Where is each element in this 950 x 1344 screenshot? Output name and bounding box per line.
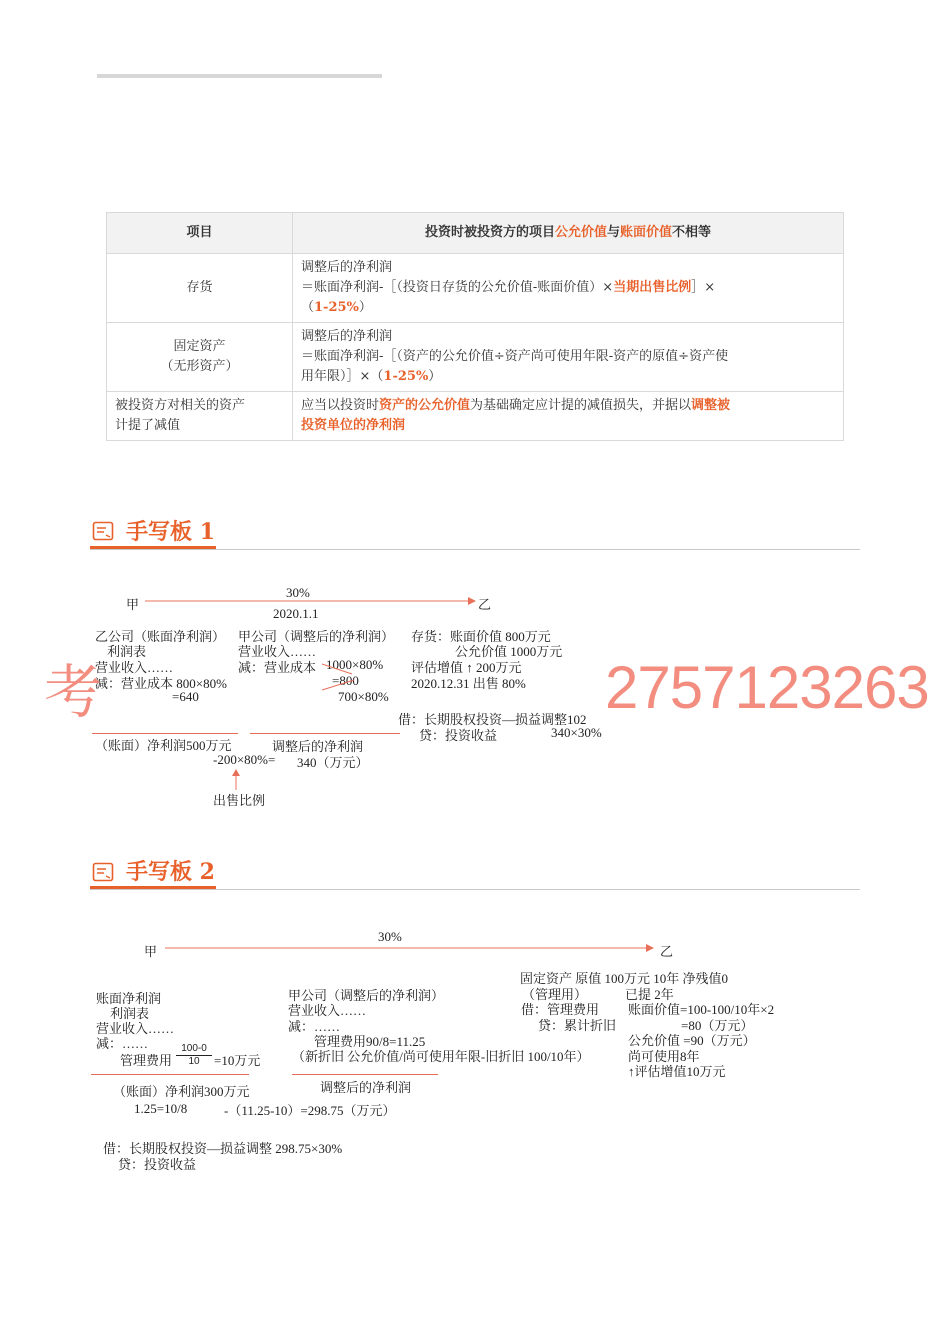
row-item: 固定资产 （无形资产） [107, 323, 293, 392]
table-row [107, 254, 844, 323]
hw-text: 评估增值 ↑ 200万元 [411, 660, 522, 675]
hw-text: （管理用） [522, 987, 588, 1002]
hw-text: 营业收入…… [96, 1021, 175, 1036]
hw-text: 营业收入…… [238, 644, 317, 659]
hw-text: 减：…… [288, 1019, 341, 1034]
row-formula: 调整后的净利润 ＝账面净利润-［（资产的公允价值÷资产尚可使用年限-资产的原值÷资产使 用年限）］×（1-25%） [293, 323, 844, 392]
jia-label: 甲 [144, 944, 158, 959]
hw-text: 已提 2年 [625, 987, 674, 1002]
hw-text: 贷：投资收益 [419, 728, 498, 743]
divider-line [292, 1074, 438, 1075]
hw-text: 减：营业成本 800×80% [95, 676, 227, 691]
watermark-left: 考 [44, 660, 103, 725]
hw-text: 营业收入…… [288, 1003, 367, 1018]
hw-text: 贷：累计折旧 [538, 1018, 617, 1033]
row-formula: 调整后的净利润 ＝账面净利润-［（投资日存货的公允价值-账面价值）×当期出售比例］× （1-25%） [293, 254, 844, 323]
hw-text: （新折旧 公允价值/尚可使用年限-旧折旧 100/10年） [292, 1049, 590, 1064]
board2-title: 手写板 2 [126, 859, 215, 885]
hw-text: -200×80%= [213, 752, 276, 767]
hw-text: 甲公司（调整后的净利润） [288, 988, 445, 1003]
hw-text: 贷：投资收益 [118, 1157, 197, 1172]
divider-line [92, 733, 238, 734]
divider-line [91, 1074, 249, 1075]
board1-rule [90, 549, 860, 550]
stake-percent: 30% [286, 585, 310, 600]
row-formula: 应当以投资时资产的公允价值为基础确定应计提的减值损失，并据以调整被 投资单位的净利润 [293, 392, 844, 441]
hw-text: 账面价值=100-100/10年×2 [628, 1002, 775, 1017]
hw-text: 乙公司（账面净利润） [95, 629, 226, 644]
hw-text: 340（万元） [297, 755, 369, 770]
hw-text: 管理费用90/8=11.25 [314, 1034, 426, 1049]
hw-text: 借：管理费用 [521, 1002, 600, 1017]
hw-text: 账面净利润 [96, 991, 162, 1006]
hw-text: 减：…… [96, 1036, 149, 1051]
ratio-arrow [230, 768, 242, 792]
comparison-table [106, 212, 844, 441]
hw-text: 1000×80% [326, 657, 384, 672]
hw-text: =10万元 [214, 1053, 261, 1068]
hw-text: 尚可使用8年 [628, 1049, 700, 1064]
row-item: 被投资方对相关的资产 计提了减值 [107, 392, 293, 441]
header-item: 项目 [107, 213, 293, 254]
hw-text: 1.25=10/8 [134, 1101, 188, 1116]
strike-marks [318, 660, 358, 694]
stake-percent: 30% [378, 929, 402, 944]
row-item: 存货 [107, 254, 293, 323]
board1-title: 手写板 1 [126, 519, 215, 545]
hw-text: （账面）净利润500万元 [95, 738, 232, 753]
hw-text: 利润表 [110, 1006, 150, 1021]
hw-text: 存货：账面价值 800万元 [411, 629, 551, 644]
hw-text: =80（万元） [681, 1018, 754, 1033]
board2-arrow [160, 940, 660, 956]
hw-text: 700×80% [338, 689, 389, 704]
hw-text: 借：长期股权投资—损益调整102 [398, 712, 587, 727]
depreciation-fraction: 100-0 10 [176, 1043, 212, 1068]
table-header-row [107, 213, 844, 254]
hw-text: 减：营业成本 [238, 660, 317, 675]
hw-text: 2020.12.31 出售 80% [411, 676, 526, 691]
yi-label: 乙 [478, 597, 492, 612]
hw-text: 公允价值 1000万元 [455, 644, 563, 659]
hw-text: 利润表 [107, 644, 147, 659]
hw-text: 营业收入…… [95, 660, 174, 675]
table-row [107, 323, 844, 392]
hw-text: 管理费用 [120, 1053, 173, 1068]
hw-text: 借：长期股权投资—损益调整 298.75×30% [103, 1141, 343, 1156]
hw-text: =800 [332, 673, 359, 688]
header-smudge [97, 72, 382, 80]
hw-text: ↑评估增值10万元 [628, 1064, 726, 1079]
header-description: 投资时被投资方的项目公允价值与账面价值不相等 [293, 213, 844, 254]
table-row [107, 392, 844, 441]
notepad-icon [92, 520, 114, 542]
board2-rule [90, 889, 860, 890]
hw-text: =640 [172, 689, 199, 704]
divider-line [250, 733, 400, 734]
watermark-number: 2757123263 [605, 654, 929, 721]
hw-text: 甲公司（调整后的净利润） [238, 629, 395, 644]
hw-text: 340×30% [551, 725, 602, 740]
jia-label: 甲 [126, 597, 140, 612]
hw-text: -（11.25-10）=298.75（万元） [224, 1103, 396, 1118]
hw-text: 调整后的净利润 [320, 1080, 412, 1095]
hw-text: 出售比例 [213, 793, 266, 808]
hw-text: 公允价值 =90（万元） [628, 1033, 756, 1048]
date-label: 2020.1.1 [273, 606, 319, 621]
hw-text: 固定资产 原值 100万元 10年 净残值0 [520, 971, 729, 986]
yi-label: 乙 [660, 944, 674, 959]
hw-text: 调整后的净利润 [272, 739, 364, 754]
hw-text: （账面）净利润300万元 [113, 1084, 250, 1099]
notepad-icon [92, 861, 114, 883]
